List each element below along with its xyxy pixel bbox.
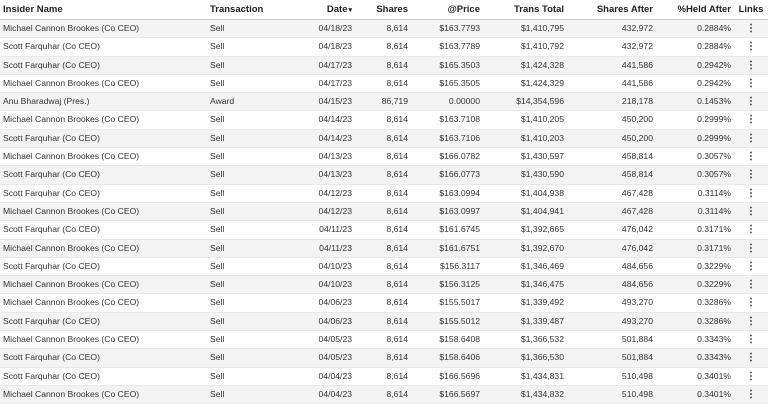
transaction-cell: Sell — [207, 349, 299, 367]
price-cell: $158.6408 — [411, 331, 483, 349]
held-after-cell: 0.3171% — [656, 221, 734, 239]
more-options-icon[interactable]: ⋮ — [746, 23, 756, 34]
trans-total-cell: $1,434,832 — [483, 385, 567, 403]
table-row — [0, 202, 768, 220]
trans-total-cell: $1,410,792 — [483, 38, 567, 56]
col-header-shares-after[interactable] — [567, 0, 656, 20]
price-cell: $155.5017 — [411, 294, 483, 312]
col-header-trans-total[interactable] — [483, 0, 567, 20]
shares-cell: 8,614 — [355, 38, 411, 56]
table-row — [0, 349, 768, 367]
insider-name-cell[interactable]: Scott Farquhar (Co CEO) — [0, 221, 207, 239]
price-cell: 0.00000 — [411, 93, 483, 111]
table-row — [0, 294, 768, 312]
held-after-cell: 0.3114% — [656, 184, 734, 202]
price-cell: $156.3125 — [411, 276, 483, 294]
table-row — [0, 20, 768, 38]
shares-cell: 8,614 — [355, 349, 411, 367]
insider-name-cell[interactable]: Scott Farquhar (Co CEO) — [0, 56, 207, 74]
transaction-cell: Sell — [207, 331, 299, 349]
col-header-transaction[interactable] — [207, 0, 299, 20]
price-cell: $166.0782 — [411, 148, 483, 166]
price-cell: $158.6406 — [411, 349, 483, 367]
trans-total-cell: $1,404,938 — [483, 184, 567, 202]
shares-cell: 8,614 — [355, 111, 411, 129]
price-cell: $161.6745 — [411, 221, 483, 239]
shares-cell: 8,614 — [355, 385, 411, 403]
table-row — [0, 111, 768, 129]
col-header-shares[interactable] — [355, 0, 411, 20]
transaction-cell: Sell — [207, 74, 299, 92]
shares-after-cell: 432,972 — [567, 38, 656, 56]
trans-total-cell: $1,392,665 — [483, 221, 567, 239]
held-after-cell: 0.3229% — [656, 276, 734, 294]
table-header-row — [0, 0, 768, 20]
shares-cell: 8,614 — [355, 276, 411, 294]
col-header-insider-name-label: Insider Name — [3, 4, 63, 15]
links-cell — [734, 385, 768, 403]
date-cell: 04/18/23 — [299, 38, 355, 56]
more-options-icon[interactable]: ⋮ — [746, 334, 756, 346]
held-after-cell: 0.3057% — [656, 148, 734, 166]
table-row — [0, 56, 768, 74]
insider-name-cell[interactable]: Scott Farquhar (Co CEO) — [0, 184, 207, 202]
held-after-cell: 0.3286% — [656, 294, 734, 312]
held-after-cell: 0.1453% — [656, 93, 734, 111]
price-cell: $156.3117 — [411, 257, 483, 275]
links-cell — [734, 221, 768, 239]
trans-total-cell: $1,424,329 — [483, 74, 567, 92]
col-header-shares-after-label: Shares After — [596, 4, 653, 15]
date-cell: 04/05/23 — [299, 331, 355, 349]
links-cell — [734, 367, 768, 385]
insider-name-cell[interactable]: Scott Farquhar (Co CEO) — [0, 129, 207, 147]
shares-after-cell: 432,972 — [567, 20, 656, 38]
transaction-cell: Sell — [207, 312, 299, 330]
shares-after-cell: 441,586 — [567, 56, 656, 74]
date-cell: 04/13/23 — [299, 148, 355, 166]
links-cell — [734, 184, 768, 202]
price-cell: $155.5012 — [411, 312, 483, 330]
date-cell: 04/10/23 — [299, 257, 355, 275]
shares-cell: 8,614 — [355, 367, 411, 385]
links-cell — [734, 74, 768, 92]
held-after-cell: 0.3286% — [656, 312, 734, 330]
col-header-date[interactable] — [299, 0, 355, 20]
more-options-icon[interactable]: ⋮ — [746, 315, 756, 327]
sort-desc-icon: ▾ — [348, 7, 352, 14]
insider-name-cell[interactable]: Scott Farquhar (Co CEO) — [0, 312, 207, 330]
col-header-price[interactable] — [411, 0, 483, 20]
shares-after-cell: 458,814 — [567, 166, 656, 184]
held-after-cell: 0.3401% — [656, 367, 734, 385]
transaction-cell: Sell — [207, 184, 299, 202]
shares-cell: 8,614 — [355, 221, 411, 239]
links-cell — [734, 56, 768, 74]
insider-name-cell[interactable]: Scott Farquhar (Co CEO) — [0, 257, 207, 275]
insider-name-cell[interactable]: Scott Farquhar (Co CEO) — [0, 367, 207, 385]
table-row — [0, 166, 768, 184]
trans-total-cell: $1,392,670 — [483, 239, 567, 257]
trans-total-cell: $1,339,487 — [483, 312, 567, 330]
price-cell: $163.7106 — [411, 129, 483, 147]
more-options-icon[interactable]: ⋮ — [746, 224, 756, 236]
more-options-icon[interactable]: ⋮ — [746, 352, 756, 364]
date-cell: 04/10/23 — [299, 276, 355, 294]
shares-cell: 8,614 — [355, 294, 411, 312]
held-after-cell: 0.3343% — [656, 331, 734, 349]
insider-name-cell[interactable]: Michael Cannon Brookes (Co CEO) — [0, 294, 207, 312]
shares-cell: 8,614 — [355, 331, 411, 349]
price-cell: $165.3505 — [411, 74, 483, 92]
insider-name-cell[interactable]: Michael Cannon Brookes (Co CEO) — [0, 385, 207, 403]
transaction-cell: Award — [207, 93, 299, 111]
trans-total-cell: $1,430,590 — [483, 166, 567, 184]
trans-total-cell: $1,404,941 — [483, 202, 567, 220]
col-header-shares-label: Shares — [376, 4, 408, 15]
price-cell: $166.5697 — [411, 385, 483, 403]
date-cell: 04/06/23 — [299, 294, 355, 312]
links-cell — [734, 257, 768, 275]
date-cell: 04/11/23 — [299, 221, 355, 239]
trans-total-cell: $1,410,205 — [483, 111, 567, 129]
price-cell: $163.0997 — [411, 202, 483, 220]
shares-after-cell: 493,270 — [567, 312, 656, 330]
shares-cell: 8,614 — [355, 129, 411, 147]
transaction-cell: Sell — [207, 239, 299, 257]
links-cell — [734, 349, 768, 367]
shares-cell: 8,614 — [355, 202, 411, 220]
date-cell: 04/04/23 — [299, 385, 355, 403]
col-header-price-label: @Price — [447, 4, 480, 15]
more-options-icon[interactable]: ⋮ — [746, 370, 756, 382]
links-cell — [734, 294, 768, 312]
shares-cell: 8,614 — [355, 20, 411, 38]
insider-name-cell[interactable]: Scott Farquhar (Co CEO) — [0, 166, 207, 184]
transaction-cell: Sell — [207, 111, 299, 129]
links-cell — [734, 276, 768, 294]
shares-after-cell: 441,586 — [567, 74, 656, 92]
links-cell — [734, 111, 768, 129]
date-cell: 04/05/23 — [299, 349, 355, 367]
shares-after-cell: 501,884 — [567, 331, 656, 349]
more-options-icon[interactable]: ⋮ — [746, 41, 756, 53]
insider-name-cell[interactable]: Michael Cannon Brookes (Co CEO) — [0, 202, 207, 220]
insider-name-cell[interactable]: Michael Cannon Brookes (Co CEO) — [0, 111, 207, 129]
trans-total-cell: $1,430,597 — [483, 148, 567, 166]
held-after-cell: 0.3114% — [656, 202, 734, 220]
table-row — [0, 148, 768, 166]
more-options-icon[interactable]: ⋮ — [746, 114, 756, 126]
insider-name-cell[interactable]: Michael Cannon Brookes (Co CEO) — [0, 148, 207, 166]
links-cell — [734, 20, 768, 38]
held-after-cell: 0.2884% — [656, 20, 734, 38]
date-cell: 04/12/23 — [299, 202, 355, 220]
trans-total-cell: $1,366,530 — [483, 349, 567, 367]
col-header-links-label: Links — [738, 4, 764, 15]
links-cell — [734, 312, 768, 330]
shares-after-cell: 450,200 — [567, 129, 656, 147]
date-cell: 04/11/23 — [299, 239, 355, 257]
trans-total-cell: $1,346,475 — [483, 276, 567, 294]
transaction-cell: Sell — [207, 367, 299, 385]
links-cell — [734, 129, 768, 147]
transaction-cell: Sell — [207, 257, 299, 275]
price-cell: $163.7793 — [411, 20, 483, 38]
trans-total-cell: $1,434,831 — [483, 367, 567, 385]
links-cell — [734, 239, 768, 257]
shares-cell: 8,614 — [355, 74, 411, 92]
shares-cell: 8,614 — [355, 56, 411, 74]
table-row — [0, 239, 768, 257]
held-after-cell: 0.2999% — [656, 111, 734, 129]
more-options-icon[interactable]: ⋮ — [746, 151, 756, 163]
more-options-icon[interactable]: ⋮ — [746, 205, 756, 217]
table-row — [0, 184, 768, 202]
date-cell: 04/14/23 — [299, 129, 355, 147]
insider-name-cell[interactable]: Michael Cannon Brookes (Co CEO) — [0, 74, 207, 92]
transaction-cell: Sell — [207, 221, 299, 239]
price-cell: $161.6751 — [411, 239, 483, 257]
table-row — [0, 385, 768, 403]
insider-name-cell[interactable]: Michael Cannon Brookes (Co CEO) — [0, 20, 207, 38]
insider-name-cell[interactable]: Michael Cannon Brookes (Co CEO) — [0, 276, 207, 294]
price-cell: $166.5696 — [411, 367, 483, 385]
links-cell — [734, 93, 768, 111]
shares-after-cell: 467,428 — [567, 184, 656, 202]
more-options-icon[interactable]: ⋮ — [746, 297, 756, 309]
more-options-icon[interactable]: ⋮ — [746, 388, 756, 400]
trans-total-cell: $1,346,469 — [483, 257, 567, 275]
date-cell: 04/17/23 — [299, 56, 355, 74]
shares-cell: 8,614 — [355, 239, 411, 257]
date-cell: 04/15/23 — [299, 93, 355, 111]
links-cell — [734, 166, 768, 184]
date-cell: 04/17/23 — [299, 74, 355, 92]
more-options-icon[interactable]: ⋮ — [746, 279, 756, 291]
more-options-icon[interactable]: ⋮ — [746, 260, 756, 272]
held-after-cell: 0.2999% — [656, 129, 734, 147]
shares-cell: 8,614 — [355, 257, 411, 275]
col-header-date-label: Date — [326, 4, 348, 15]
more-options-icon[interactable]: ⋮ — [746, 96, 756, 108]
transaction-cell: Sell — [207, 166, 299, 184]
date-cell: 04/13/23 — [299, 166, 355, 184]
date-cell: 04/18/23 — [299, 20, 355, 38]
price-cell: $163.7789 — [411, 38, 483, 56]
insider-name-cell[interactable]: Anu Bharadwaj (Pres.) — [0, 93, 207, 111]
held-after-cell: 0.2884% — [656, 38, 734, 56]
date-cell: 04/14/23 — [299, 111, 355, 129]
col-header-held-after[interactable] — [656, 0, 734, 20]
table-row — [0, 367, 768, 385]
held-after-cell: 0.3229% — [656, 257, 734, 275]
transaction-cell: Sell — [207, 38, 299, 56]
insider-name-cell[interactable]: Michael Cannon Brookes (Co CEO) — [0, 331, 207, 349]
trans-total-cell: $1,424,328 — [483, 56, 567, 74]
held-after-cell: 0.3343% — [656, 349, 734, 367]
shares-after-cell: 467,428 — [567, 202, 656, 220]
shares-after-cell: 510,498 — [567, 367, 656, 385]
held-after-cell: 0.2942% — [656, 56, 734, 74]
trans-total-cell: $1,339,492 — [483, 294, 567, 312]
transaction-cell: Sell — [207, 276, 299, 294]
links-cell — [734, 331, 768, 349]
shares-after-cell: 450,200 — [567, 111, 656, 129]
more-options-icon[interactable]: ⋮ — [746, 242, 756, 254]
col-header-held-after-label: %Held After — [677, 4, 731, 15]
shares-after-cell: 218,178 — [567, 93, 656, 111]
more-options-icon[interactable]: ⋮ — [746, 187, 756, 199]
transaction-cell: Sell — [207, 202, 299, 220]
table-row — [0, 312, 768, 330]
table-row — [0, 331, 768, 349]
links-cell — [734, 148, 768, 166]
col-header-links — [734, 0, 768, 20]
shares-cell: 8,614 — [355, 184, 411, 202]
price-cell: $166.0773 — [411, 166, 483, 184]
price-cell: $165.3503 — [411, 56, 483, 74]
shares-after-cell: 476,042 — [567, 239, 656, 257]
shares-after-cell: 484,656 — [567, 257, 656, 275]
price-cell: $163.0994 — [411, 184, 483, 202]
table-row — [0, 257, 768, 275]
shares-after-cell: 493,270 — [567, 294, 656, 312]
trans-total-cell: $1,410,795 — [483, 20, 567, 38]
shares-cell: 8,614 — [355, 312, 411, 330]
trans-total-cell: $14,354,596 — [483, 93, 567, 111]
table-row — [0, 129, 768, 147]
table-row — [0, 38, 768, 56]
price-cell: $163.7108 — [411, 111, 483, 129]
more-options-icon[interactable]: ⋮ — [746, 77, 756, 89]
shares-after-cell: 501,884 — [567, 349, 656, 367]
shares-cell: 8,614 — [355, 148, 411, 166]
shares-after-cell: 484,656 — [567, 276, 656, 294]
transaction-cell: Sell — [207, 148, 299, 166]
insider-name-cell[interactable]: Michael Cannon Brookes (Co CEO) — [0, 239, 207, 257]
held-after-cell: 0.2942% — [656, 74, 734, 92]
shares-after-cell: 476,042 — [567, 221, 656, 239]
col-header-transaction-label: Transaction — [210, 4, 264, 15]
table-row — [0, 93, 768, 111]
date-cell: 04/04/23 — [299, 367, 355, 385]
held-after-cell: 0.3171% — [656, 239, 734, 257]
transaction-cell: Sell — [207, 129, 299, 147]
table-row — [0, 276, 768, 294]
trans-total-cell: $1,410,203 — [483, 129, 567, 147]
shares-after-cell: 510,498 — [567, 385, 656, 403]
insider-name-cell[interactable]: Scott Farquhar (Co CEO) — [0, 349, 207, 367]
transaction-cell: Sell — [207, 20, 299, 38]
date-cell: 04/06/23 — [299, 312, 355, 330]
table-row — [0, 221, 768, 239]
col-header-insider-name[interactable] — [0, 0, 207, 20]
more-options-icon[interactable]: ⋮ — [746, 169, 756, 181]
shares-cell: 8,614 — [355, 166, 411, 184]
insider-name-cell[interactable]: Scott Farquhar (Co CEO) — [0, 38, 207, 56]
held-after-cell: 0.3401% — [656, 385, 734, 403]
links-cell — [734, 202, 768, 220]
shares-cell: 86,719 — [355, 93, 411, 111]
links-cell — [734, 38, 768, 56]
table-row — [0, 74, 768, 92]
more-options-icon[interactable]: ⋮ — [746, 132, 756, 144]
more-options-icon[interactable]: ⋮ — [746, 59, 756, 71]
trans-total-cell: $1,366,532 — [483, 331, 567, 349]
shares-after-cell: 458,814 — [567, 148, 656, 166]
transaction-cell: Sell — [207, 385, 299, 403]
transaction-cell: Sell — [207, 294, 299, 312]
held-after-cell: 0.3057% — [656, 166, 734, 184]
col-header-trans-total-label: Trans Total — [514, 4, 564, 15]
date-cell: 04/12/23 — [299, 184, 355, 202]
transaction-cell: Sell — [207, 56, 299, 74]
